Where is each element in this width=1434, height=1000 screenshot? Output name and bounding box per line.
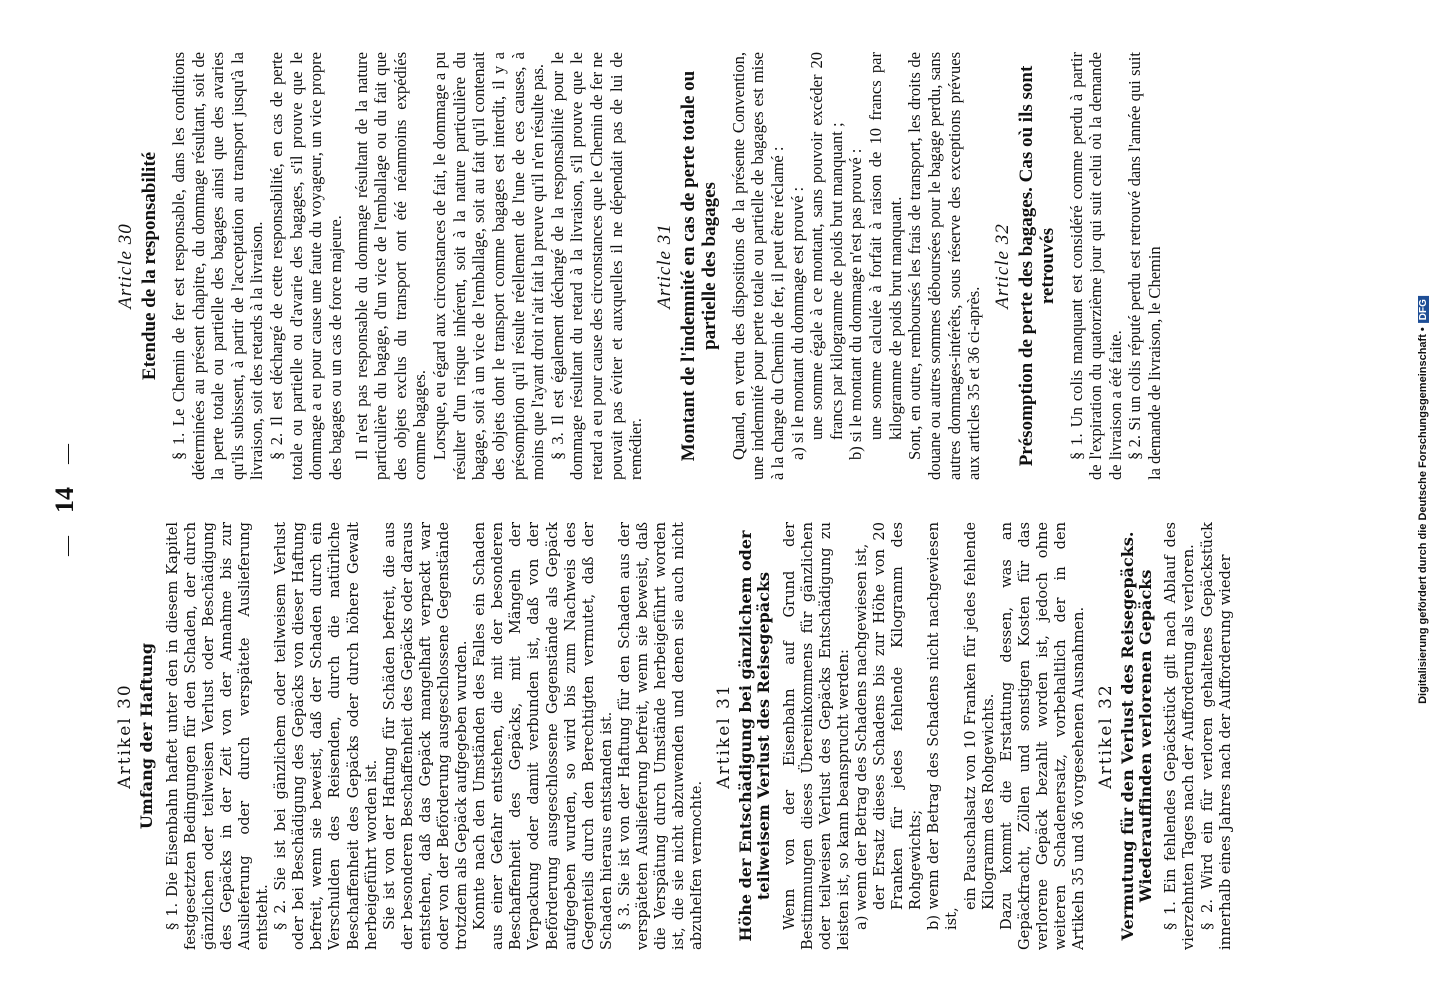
page-number: 14 <box>50 487 79 513</box>
dash-left: — <box>56 536 78 556</box>
french-a30-para-2: § 2. Il est déchargé de cette responsabilité, en cas de perte totale ou partielle ou d'avarie des bagages, s'il prouve que le dommage a eu pour cause une faute du voyageur, un vice propre des bagages ou un cas de force majeure. <box>267 52 345 480</box>
german-a31-item-a: a) wenn der Betrag des Schadens nachgewiesen ist, <box>852 543 870 930</box>
german-a31-para-2: Dazu kommt die Erstattung dessen, was an Gepäckfracht, Zöllen und sonstigen Kosten für das verlorene Gepäck bezahlt worden ist, jedoch ohne weiteren Schadenersatz, vorbehaltlich der in den Artikeln 35 und 36 vorgesehenen Ausnahmen. <box>997 522 1088 950</box>
german-a31-para-1: Wenn von der Eisenbahn auf Grund der Bestimmungen dieses Übereinkommens für gänzlichen oder teilweisen Verlust des Gepäcks Entschädigung zu leisten ist, so kann beansprucht werden: <box>780 522 852 950</box>
german-article-31-title: Höhe der Entschädigung bei gänzlichem oder teilweisem Verlust des Reisegepäcks <box>736 530 773 942</box>
german-article-30-title: Umfang der Haftung <box>137 642 156 830</box>
french-a31-para-1: Quand, en vertu des dispositions de la présente Convention, une indemnité pour perte totale ou partielle de bagages est mise à la charge du Chemin de fer, il peut être réclamé : <box>728 52 787 480</box>
french-a30-para-5: § 3. Il est également déchargé de la responsabilité pour le dommage résultant du retard à la livraison, s'il prouve que le retard a eu pour cause des circonstances que le Chemin de fer ne pouvait pas éviter et auxquelles il ne dépendait pas de lui de remédier. <box>547 52 646 480</box>
german-a30-para-3: Sie ist von der Haftung für Schäden befreit, die aus der besonderen Beschaffenheit des Gepäcks oder daraus entstehen, daß das Gepäck mangelhaft verpackt war oder von der Beförderung ausgeschlossene Gegenstände trotzdem als Gepäck aufgegeben wurden. <box>380 522 471 950</box>
french-column <box>107 52 1345 480</box>
french-article-30-heading: Article 30 <box>115 223 136 309</box>
german-article-30-heading: Artikel 30 <box>115 683 135 789</box>
french-a32-para-2: § 2. Si un colis réputé perdu est retrouvé dans l'année qui suit la demande de livraison, le Chemin <box>1125 52 1165 480</box>
german-article-32-title: Vermutung für den Verlust des Reisegepäcks. Wiederauffinden verlorenen Gepäcks <box>1118 531 1155 941</box>
french-a31-item-a: a) si le montant du dommage est prouvé : <box>787 186 807 460</box>
german-a32-para-1: § 1. Ein fehlendes Gepäckstück gilt nach Ablauf des vierzehnten Tages nach der Aufforderung als verloren. <box>1162 522 1198 950</box>
french-article-30-title: Etendue de la responsabilité <box>139 151 160 381</box>
dfg-logo: DFG <box>1418 296 1429 323</box>
page-header <box>45 50 85 950</box>
french-a32-para-1: § 1. Un colis manquant est considéré comme perdu à partir de l'expiration du quatorzième jour qui suit celui où la demande de livraison a été faite. <box>1066 52 1125 480</box>
french-article-32-title: Présomption de perte des bagages. Cas où ils sont retrouvés <box>1015 65 1058 467</box>
french-a31-para-2: Sont, en outre, remboursés les frais de transport, les droits de douane ou autres sommes déboursées pour le bagage perdu, sans autres dommages-intérêts, sous réserve des exceptions prévues aux articles 35 et 36 ci-après. <box>905 52 984 480</box>
french-a31-item-b: b) si le montant du dommage n'est pas prouvé : <box>846 148 866 460</box>
credit-text: Digitalisierung gefördert durch die Deutsche Forschungsgemeinschaft • <box>1417 327 1429 704</box>
dash-right: — <box>56 444 78 464</box>
german-a30-para-5: § 3. Sie ist von der Haftung für den Schaden aus der verspäteten Auslieferung befreit, wenn sie beweist, daß die Verspätung durch Umstände herbeigeführt worden ist, die sie nicht abzuwenden und denen sie auch nicht abzuhelfen vermochte. <box>615 522 706 950</box>
french-a30-para-3: Il n'est pas responsable du dommage résultant de la nature particulière du bagage, d'un vice de l'emballage ou du fait que des objets exclus du transport ont été néanmoins expédiés comme bagages. <box>351 52 430 480</box>
french-a30-para-4: Lorsque, eu égard aux circonstances de fait, le dommage a pu résulter d'un risque inhérent, soit à la nature particulière du bagage, soit à un vice de l'emballage, soit au fait qu'il contenait des objets dont le transport comme bagages est interdit, il y a présomption qu'il résulte réellement de l'une de ces causes, à moins que l'ayant droit n'ait fait la preuve qu'il n'en résulte pas. <box>430 52 548 480</box>
german-a30-para-1: § 1. Die Eisenbahn haftet unter den in diesem Kapitel festgesetzten Bedingungen für den Schaden, der durch gänzlichen oder teilweisen Verlust oder Beschädigung des Gepäcks in der Zeit von der Annahme bis zur Auslieferung oder durch verspätete Auslieferung entsteht. <box>163 522 272 950</box>
french-article-32-heading: Article 32 <box>991 223 1013 309</box>
german-a31-item-b: b) wenn der Betrag des Schadens nicht nachgewiesen ist, <box>925 522 961 930</box>
french-article-31-title: Montant de l'indemnité en cas de perte totale ou partielle des bagages <box>677 70 720 462</box>
german-a32-para-2: § 2. Wird ein für verloren gehaltenes Gepäckstück innerhalb eines Jahres nach der Aufforderung wieder <box>1198 522 1234 950</box>
german-a31-item-a-text: der Ersatz dieses Schadens bis zur Höhe von 20 Franken für jedes fehlende Kilogramm des Rohgewichts; <box>871 522 925 910</box>
german-article-31-heading: Artikel 31 <box>714 683 735 789</box>
french-a30-para-1: § 1. Le Chemin de fer est responsable, dans les conditions déterminées au présent chapitre, du dommage résultant, soit de la perte totale ou partielle des bagages ainsi que des avaries qu'ils subissent, à partir de l'acceptation au transport jusqu'à la livraison, soit des retards à la livraison. <box>168 52 267 480</box>
german-column <box>107 522 1345 950</box>
french-article-31-heading: Article 31 <box>653 223 675 309</box>
german-a31-item-b-text: ein Pauschalsatz von 10 Franken für jedes fehlende Kilogramm des Rohgewichts. <box>961 522 997 910</box>
german-a30-para-4: Konnte nach den Umständen des Falles ein Schaden aus einer Gefahr entstehen, die mit der besonderen Beschaffenheit des Gepäcks, mit Mängeln der Verpackung oder damit verbunden ist, daß von der Beförderung ausgeschlossene Gegenstände als Gepäck aufgegeben wurden, so wird bis zum Nachweis des Gegenteils durch den Berechtigten vermutet, daß der Schaden hieraus entstanden ist. <box>471 522 615 950</box>
french-a31-item-a-text: une somme égale à ce montant, sans pouvoir excéder 20 francs par kilogramme de poids brut manquant ; <box>807 52 846 440</box>
german-a30-para-2: § 2. Sie ist bei gänzlichem oder teilweisem Verlust oder bei Beschädigung des Gepäcks von dieser Haftung befreit, wenn sie beweist, daß der Schaden durch ein Verschulden des Reisenden, durch die natürliche Beschaffenheit des Gepäcks oder durch höhere Gewalt herbeigeführt worden ist. <box>272 522 380 950</box>
german-article-32-heading: Artikel 32 <box>1096 683 1117 789</box>
digitization-credit <box>1414 10 1432 990</box>
french-a31-item-b-text: une somme calculée à forfait à raison de 10 francs par kilogramme de poids brut manquant. <box>866 52 905 440</box>
page-content <box>45 50 1345 950</box>
